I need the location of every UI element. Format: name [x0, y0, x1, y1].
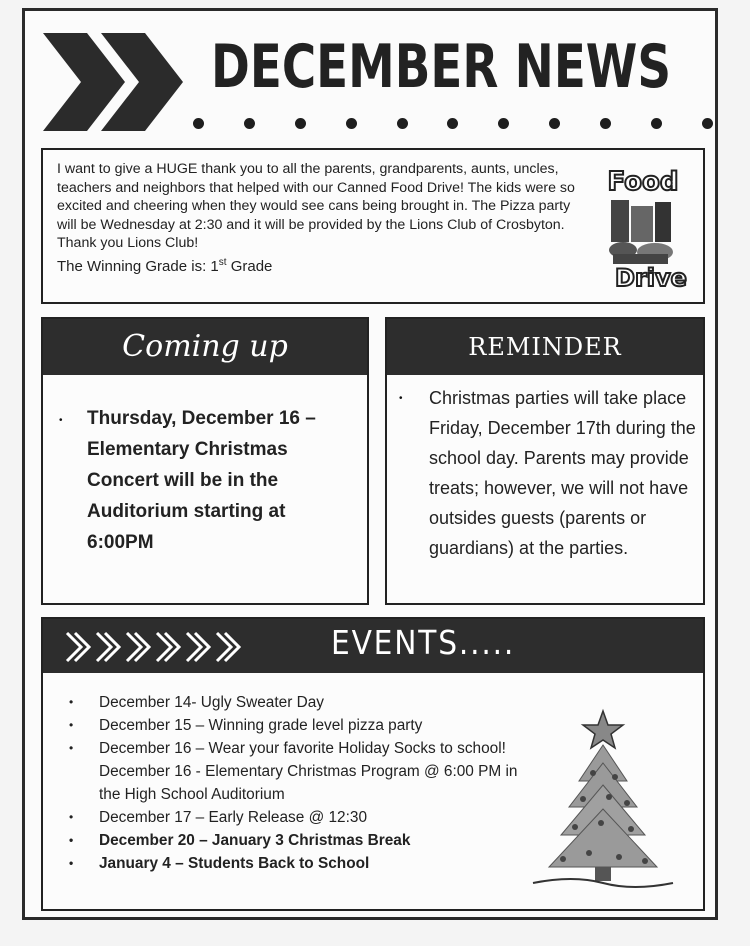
events-list	[63, 691, 543, 875]
winning-grade-label: The Winning Grade is: 1	[57, 257, 219, 275]
bullet: •	[69, 856, 74, 870]
bullet: •	[69, 833, 74, 847]
event-text: December 14- Ugly Sweater Day	[99, 694, 324, 711]
list-item	[63, 737, 543, 806]
food-drive-icon	[593, 162, 693, 292]
reminder-box	[385, 317, 705, 605]
bullet: •	[69, 810, 74, 824]
winning-grade-sup: st	[218, 256, 227, 268]
bullet: •	[69, 695, 74, 709]
christmas-tree-icon	[523, 707, 683, 897]
event-text: December 20 – January 3 Christmas Break	[99, 832, 411, 849]
intro-text: I want to give a HUGE thank you to all the parents, grandparents, aunts, uncles, teachers and neighbors that helped with our Canned Food Drive! The kids were so excited and cheering when they would see cans being brought in. The Pizza party will be Wednesday at 2:30 and it will be provided by the Lions Club of Crosbyton. Thank you Lions Club!	[57, 161, 575, 252]
bullet: •	[399, 393, 403, 404]
list-item	[63, 691, 543, 714]
winning-grade	[57, 254, 593, 277]
event-text: December 15 – Winning grade level pizza party	[99, 717, 423, 734]
reminder-title: REMINDER	[387, 319, 703, 375]
chevron-arrows-icon	[39, 23, 189, 141]
list-item	[63, 714, 543, 737]
bullet: •	[59, 415, 63, 426]
reminder-item: Christmas parties will take place Friday, December 17th during the school day. Parents may provide treats; however, we will not have outsides guests (parents or guardians) at the parties.	[429, 388, 696, 558]
page-title: DECEMBER NEWS	[211, 32, 672, 102]
newsletter-page	[22, 8, 718, 920]
coming-up-box	[41, 317, 369, 605]
list-item	[63, 852, 543, 875]
event-text: December 17 – Early Release @ 12:30	[99, 809, 367, 826]
chevron-row-icon	[65, 629, 255, 665]
list-item	[63, 806, 543, 829]
food-drive-badge-top: Food	[607, 167, 679, 197]
events-title: EVENTS.....	[331, 623, 516, 662]
coming-up-item: Thursday, December 16 – Elementary Christmas Concert will be in the Auditorium starting at 6:00PM	[87, 408, 316, 553]
list-item	[63, 829, 543, 852]
event-text: December 16 – Wear your favorite Holiday Socks to school! December 16 - Elementary Christmas Program @ 6:00 PM in the High School Auditorium	[99, 740, 518, 803]
dot-divider	[193, 118, 713, 134]
winning-grade-suffix: Grade	[226, 257, 273, 275]
coming-up-title: Coming up	[43, 319, 367, 375]
event-text: January 4 – Students Back to School	[99, 855, 370, 872]
bullet: •	[69, 718, 74, 732]
food-drive-badge-bottom: Drive	[615, 264, 687, 292]
events-box	[41, 617, 705, 911]
events-header	[43, 619, 703, 673]
bullet: •	[69, 741, 74, 755]
intro-box	[41, 148, 705, 304]
